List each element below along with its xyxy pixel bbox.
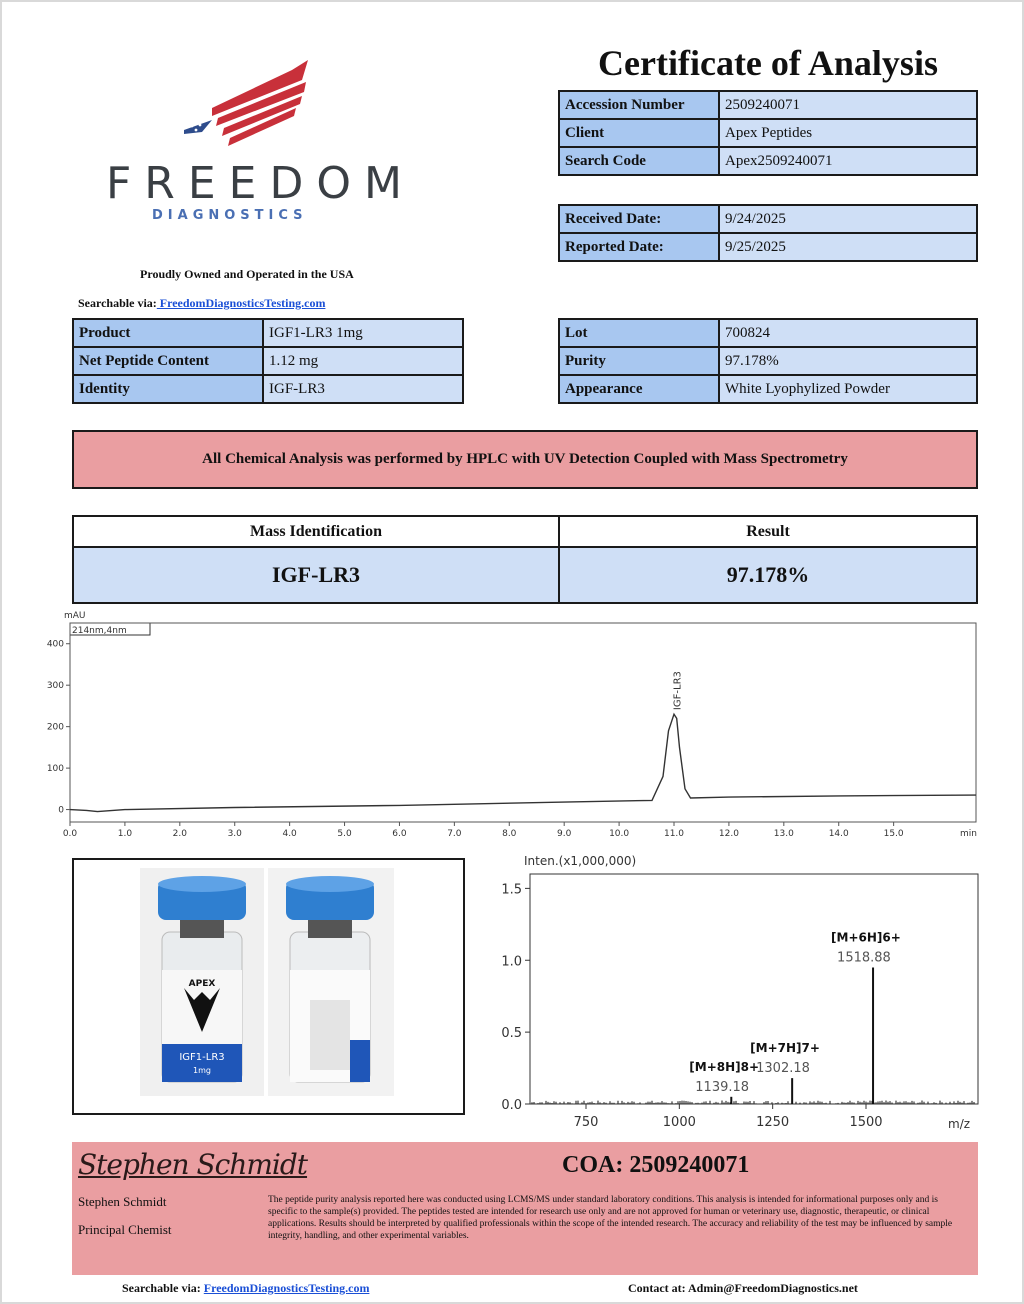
footer-searchable-link[interactable]: FreedomDiagnosticsTesting.com [203,1281,370,1295]
ms-x-tick-label: 1500 [849,1115,883,1130]
table-key: Identity [73,375,263,403]
ms-peak-ion-label: [M+7H]7+ [750,1041,820,1056]
method-banner: All Chemical Analysis was performed by HPLC with UV Detection Coupled with Mass Spectrometry [72,430,978,489]
vial-label: IGF1-LR3 [179,1052,225,1063]
table-row [559,233,977,261]
table-row [73,375,463,403]
ms-x-tick-label: 1000 [662,1115,696,1130]
signer-name: Stephen Schmidt [78,1194,167,1209]
coa-number: COA: 2509240071 [562,1152,750,1178]
chrom-y-tick-label: 200 [46,722,64,733]
chrom-x-tick-label: 12.0 [718,829,739,839]
hplc-chromatogram [42,606,982,846]
chrom-x-tick-label: 13.0 [773,829,794,839]
chrom-x-tick-label: 6.0 [392,829,407,839]
table-value: 1.12 mg [263,347,463,375]
accession-table [558,90,978,176]
chrom-peak-label: IGF-LR3 [672,671,684,711]
page-title: Certificate of Analysis [598,43,938,83]
chrom-x-tick-label: 9.0 [557,829,572,839]
searchable-label: Searchable via: [78,296,157,310]
chrom-x-tick-label: 10.0 [609,829,630,839]
table-row [73,347,463,375]
table-key: Lot [559,319,719,347]
product-photo [72,858,465,1115]
table-value: Apex Peptides [719,119,977,147]
lot-table [558,318,978,404]
table-header-row [73,516,977,547]
chrom-x-tick-label: 2.0 [172,829,187,839]
ms-y-tick-label: 0.0 [501,1098,522,1113]
ms-y-tick-label: 0.5 [501,1026,522,1042]
table-row [73,547,977,603]
table-key: Received Date: [559,205,719,233]
mass-identification-header: Mass Identification [73,516,559,547]
table-value: 2509240071 [719,91,977,119]
table-key: Product [73,319,263,347]
table-value: IGF1-LR3 1mg [263,319,463,347]
chrom-x-tick-label: 11.0 [663,829,685,839]
table-row [559,347,977,375]
ms-peak-value-label: 1139.18 [695,1079,750,1095]
table-key: Purity [559,347,719,375]
disclaimer-text: The peptide purity analysis reported here was conducted using LCMS/MS under standard laboratory conditions. This analysis is intended for informational purposes only and is specific to the sample(s) provided. The peptides tested are intended for research use only and are not approved for human or veterinary use, diagnostic, therapeutic, or clinical applications. Results should be interpreted by qualified professionals within the scope of the intended research. The accuracy and reliability of the test may be influenced by sample integrity, handling, and other experimental variables. [268,1195,953,1241]
brand-subtitle: DIAGNOSTICS [152,208,308,223]
ms-x-label: m/z [948,1117,971,1131]
table-key: Reported Date: [559,233,719,261]
chrom-y-tick-label: 300 [46,681,64,692]
chrom-x-tick-label: 3.0 [227,829,242,839]
table-value: IGF-LR3 [263,375,463,403]
tagline: Proudly Owned and Operated in the USA [140,267,354,281]
table-key: Client [559,119,719,147]
table-value: 97.178% [719,347,977,375]
vial-brand: APEX [188,979,216,989]
brand-name: FREEDOM [106,158,415,209]
dates-table [558,204,978,262]
vial-dose: 1mg [193,1066,211,1075]
chrom-x-tick-label: 4.0 [282,829,297,839]
ms-y-tick-label: 1.0 [501,954,522,970]
table-value: 9/25/2025 [719,233,977,261]
table-key: Search Code [559,147,719,175]
chrom-legend: 214nm,4nm [72,626,127,636]
contact-email: Contact at: Admin@FreedomDiagnostics.net [628,1281,858,1295]
chrom-x-tick-label: 1.0 [117,829,133,839]
chrom-series-line [70,714,976,811]
table-row [559,147,977,175]
table-row [559,91,977,119]
table-row [559,119,977,147]
chrom-y-tick-label: 0 [58,805,64,816]
signer-title: Principal Chemist [78,1222,172,1237]
table-key: Appearance [559,375,719,403]
chrom-x-tick-label: 7.0 [447,829,462,839]
table-row [559,205,977,233]
table-value: 9/24/2025 [719,205,977,233]
chrom-y-tick-label: 100 [46,764,64,775]
chrom-x-tick-label: 14.0 [828,829,849,839]
ms-x-tick-label: 750 [573,1115,599,1130]
product-table [72,318,464,404]
searchable-via-top [78,296,325,311]
ms-x-tick-label: 1250 [756,1115,790,1130]
table-value: White Lyophylized Powder [719,375,977,403]
chrom-x-tick-label: 8.0 [502,829,517,839]
ms-baseline-noise [532,1101,974,1105]
table-value: 700824 [719,319,977,347]
chrom-y-tick-label: 400 [46,639,64,650]
chrom-x-unit: min [960,829,977,839]
table-row [559,375,977,403]
signature-box [72,1142,978,1275]
mass-spectrum-chart [482,848,982,1138]
ms-peak-value-label: 1302.18 [756,1061,810,1077]
result-value: 97.178% [559,547,977,603]
ms-y-label: Inten.(x1,000,000) [524,854,637,868]
mass-identification-value: IGF-LR3 [73,547,559,603]
chrom-plot-frame [70,623,976,822]
chrom-x-tick-label: 0.0 [62,829,78,839]
chrom-x-tick-label: 5.0 [337,829,352,839]
signature-script: Stephen Schmidt [78,1148,308,1181]
ms-y-tick-label: 1.5 [501,882,522,898]
table-row [559,319,977,347]
searchable-via-footer [122,1281,369,1296]
table-value: Apex2509240071 [719,147,977,175]
result-header: Result [559,516,977,547]
table-row [73,319,463,347]
ms-peak-ion-label: [M+8H]8+ [689,1059,760,1074]
ms-peak-value-label: 1518.88 [837,950,891,966]
table-key: Net Peptide Content [73,347,263,375]
chrom-y-unit: mAU [64,611,86,621]
mass-identification-table [72,515,978,604]
footer-searchable-label: Searchable via: [122,1281,201,1295]
chrom-x-tick-label: 15.0 [883,829,904,839]
searchable-link[interactable]: FreedomDiagnosticsTesting.com [156,296,326,310]
vial-image-icon [74,860,463,1113]
table-key: Accession Number [559,91,719,119]
ms-peak-ion-label: [M+6H]6+ [831,930,901,945]
